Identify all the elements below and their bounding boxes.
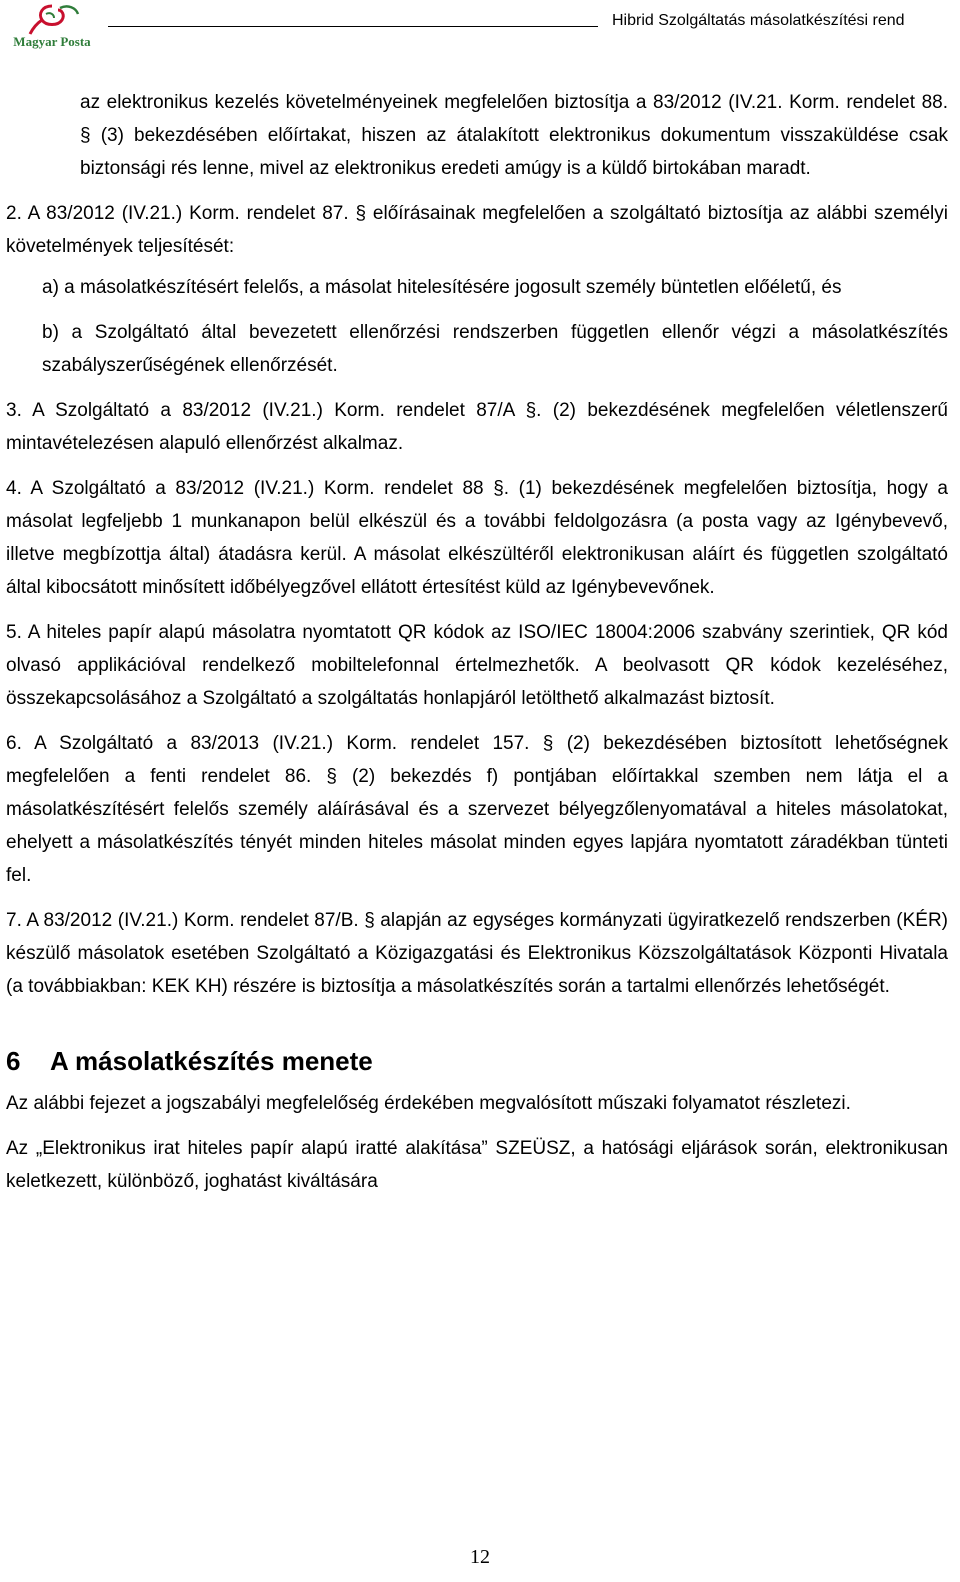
- list-item-6: 6. A Szolgáltató a 83/2013 (IV.21.) Korm. rendelet 157. § (2) bekezdésében biztosított lehetőségnek megfelelően a fenti rendelet 86. § (2) bekezdés f) pontjában előírtakkal szemben nem látja el a másolatkészítésért felelős személy aláírásával és a szervezet bélyegzőlenyomatával a hiteles másolatokat, ehelyett a másolatkészítés tényét minden hiteles másolat minden egyes lapjára nyomtatott záradékban tünteti fel.: [6, 733, 948, 886]
- page-number: 12: [470, 1546, 490, 1568]
- list-item-2b: b) a Szolgáltató által bevezetett ellenőrzési rendszerben független ellenőr végzi a másolatkészítés szabályszerűségének ellenőrzését.: [42, 322, 948, 376]
- header-rule: [108, 26, 598, 27]
- logo-text: Magyar Posta: [13, 34, 91, 49]
- section-paragraph-2: Az „Elektronikus irat hiteles papír alapú iratté alakítása” SZEÜSZ, a hatósági eljárások során, elektronikusan keletkezett, különböző, joghatást kiváltására: [6, 1138, 948, 1192]
- section-title: A másolatkészítés menete: [50, 1046, 373, 1076]
- continuation-paragraph: az elektronikus kezelés követelményeinek megfelelően biztosítja a 83/2012 (IV.21. Korm. rendelet 88. § (3) bekezdésében előírtakat, hiszen az átalakított elektronikus dokumentum visszaküldése csak biztonsági rés lenne, mivel az elektronikus eredeti amúgy is a küldő birtokában maradt.: [80, 92, 948, 179]
- header-title: Hibrid Szolgáltatás másolatkészítési rend: [612, 12, 905, 29]
- magyar-posta-logo: [12, 2, 92, 56]
- list-item-2a: a) a másolatkészítésért felelős, a másolat hitelesítésére jogosult személy büntetlen előéletű, és: [42, 277, 842, 298]
- list-item-3: 3. A Szolgáltató a 83/2012 (IV.21.) Korm. rendelet 87/A §. (2) bekezdésének megfelelően véletlenszerű mintavételezésen alapuló ellenőrzést alkalmaz.: [6, 400, 948, 454]
- page-header: [0, 0, 960, 60]
- document-body: [6, 86, 948, 1198]
- list-item-2: 2. A 83/2012 (IV.21.) Korm. rendelet 87. § előírásainak megfelelően a szolgáltató biztosítja az alábbi személyi követelmények teljesítését:: [6, 203, 948, 257]
- posthorn-icon: [12, 2, 92, 36]
- section-heading: [6, 1041, 948, 1081]
- section-number: 6: [6, 1046, 21, 1076]
- list-item-4: 4. A Szolgáltató a 83/2012 (IV.21.) Korm. rendelet 88 §. (1) bekezdésének megfelelően biztosítja, hogy a másolat legfeljebb 1 munkanapon belül elkészül és a további feldolgozásra (a posta vagy az Igénybevevő, illetve megbízottja által) átadásra kerül. A másolat elkészültéről elektronikusan aláírt és független szolgáltató által kibocsátott minősített időbélyegzővel ellátott értesítést küld az Igénybevevőnek.: [6, 478, 948, 598]
- list-item-7: 7. A 83/2012 (IV.21.) Korm. rendelet 87/B. § alapján az egységes kormányzati ügyiratkezelő rendszerben (KÉR) készülő másolatok esetében Szolgáltató a Közigazgatási és Elektronikus Közszolgáltatások Központi Hivatala (a továbbiakban: KEK KH) részére is biztosítja a másolatkészítés során a tartalmi ellenőrzés lehetőségét.: [6, 910, 948, 997]
- list-item-5: 5. A hiteles papír alapú másolatra nyomtatott QR kódok az ISO/IEC 18004:2006 szabvány szerintiek, QR kód olvasó applikációval rendelkező mobiltelefonnal értelmezhetők. A beolvasott QR kódok kezeléséhez, összekapcsolásához a Szolgáltató a szolgáltatás honlapjáról letölthető alkalmazást biztosít.: [6, 622, 948, 709]
- section-paragraph-1: Az alábbi fejezet a jogszabályi megfelelőség érdekében megvalósított műszaki folyamatot részletezi.: [6, 1093, 851, 1114]
